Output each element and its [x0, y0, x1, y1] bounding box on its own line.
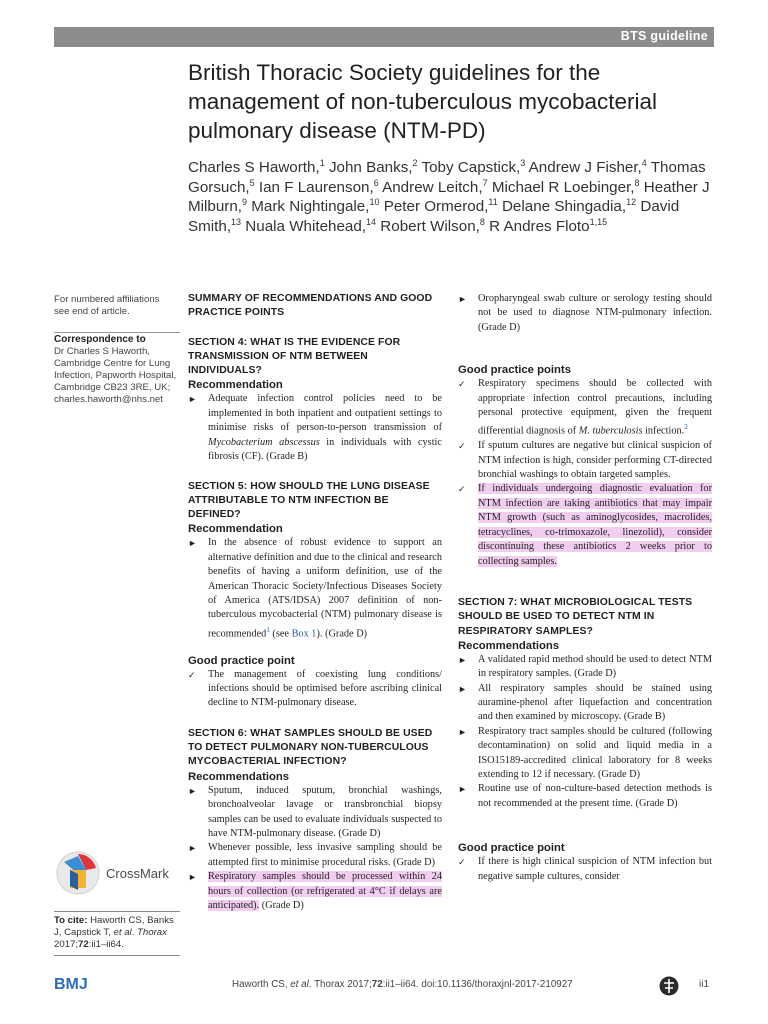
author-name: Robert Wilson, [380, 217, 480, 235]
arrow-bullet-icon: ► [458, 683, 467, 694]
author-name: Toby Capstick, [421, 159, 521, 176]
section-4-heading: SECTION 4: WHAT IS THE EVIDENCE FOR TRANSMISSION OF NTM BETWEEN INDIVIDUALS? [188, 336, 401, 377]
section-5-recommendation-label: Recommendation [188, 523, 283, 536]
page-number: ii1 [699, 979, 710, 990]
list-item: ✓ Respiratory specimens should be collected with appropriate infection control precautions, including personal protective equipment, given the frequent differential diagnosis of M. tuberculosis infection.$^2$ [458, 378, 712, 437]
crossmark-icon [56, 850, 100, 896]
author-name: Ian F Laurenson, [258, 178, 374, 196]
correspondence-block [54, 332, 180, 406]
correspondence-line: Cambridge Centre for Lung [54, 358, 171, 369]
section-4-recommendation-label: Recommendation [188, 379, 283, 392]
list-item: ► Adequate infection control policies need to be implemented in both inpatient and outpatient settings to minimise risks of person-to-person transmission of Mycobacterium abscessus in individuals with cystic fibrosis (CF). (Grade B) [188, 393, 442, 463]
affiliation-marker: 3 [520, 157, 526, 168]
section-5-heading: SECTION 5: HOW SHOULD THE LUNG DISEASE ATTRIBUTABLE TO NTM INFECTION BE DEFINED? [188, 480, 430, 521]
affiliation-marker: 8 [634, 177, 640, 188]
footer-citation: Haworth CS, et al. Thorax 2017;72:ii1–ii64. doi:10.1136/thoraxjnl-2017-210927 [232, 979, 573, 990]
column-left [188, 292, 442, 913]
box-1-link[interactable]: Box 1 [291, 628, 317, 640]
section-7-gpp-list [458, 855, 712, 884]
highlighted-text: If individuals undergoing diagnostic evaluation for NTM infection are taking antibiotics that may impair NTM growth (such as aminoglycosides, macrolides, tetracyclines, co-trimoxazole, linezolid), consider discontinuing these antibiotics 2 weeks prior to collecting samples. [478, 483, 712, 567]
affiliation-marker: 1,15 [589, 216, 608, 227]
list-item: ✓ The management of coexisting lung conditions/ infections should be optimised before ascribing clinical decline to NTM-pulmonary disease. [188, 668, 442, 709]
list-item: ✓ If there is high clinical suspicion of NTM infection but negative sample cultures, consider [458, 856, 712, 882]
section-6-recommendation-label: Recommendations [188, 770, 290, 783]
correspondence-line: Cambridge CB23 3RE, UK; [54, 382, 171, 393]
section-6-list [188, 784, 442, 914]
affiliation-marker: 7 [482, 177, 488, 188]
bts-emblem-icon [659, 976, 679, 996]
arrow-bullet-icon: ► [458, 654, 467, 665]
journal-section-bar [54, 27, 714, 47]
list-item: ► Respiratory tract samples should be cultured (following decontamination) on solid and liquid media in a ISO15189-accredited clinical laboratory for 8 weeks extending to 12 if necessary. (Grade D) [458, 725, 712, 781]
citation-box: To cite: Haworth CS, Banks J, Capstick T, et al. Thorax 2017;72:ii1–ii64. [54, 911, 180, 956]
list-item: ► Routine use of non-culture-based detection methods is not recommended at the present time. (Grade D) [458, 783, 712, 809]
list-item: ✓ If sputum cultures are negative but clinical suspicion of NTM infection is high, consider performing CT-directed bronchial washings to obtain targeted samples. [458, 440, 712, 481]
arrow-bullet-icon: ► [458, 784, 467, 795]
author-name: David Smith, [188, 198, 680, 235]
arrow-bullet-icon: ► [188, 394, 197, 405]
arrow-bullet-icon: ► [188, 538, 197, 549]
section-7-good-practice-label: Good practice point [458, 842, 565, 855]
author-name: Michael R Loebinger, [491, 178, 635, 196]
list-item: ► All respiratory samples should be stained using auramine-phenol after liquefaction and concentration and then examined by microscopy. (Grade B) [458, 682, 712, 723]
summary-heading: SUMMARY OF RECOMMENDATIONS AND GOOD PRACTICE POINTS [188, 293, 433, 319]
crossmark-label: CrossMark [106, 866, 169, 881]
author-name: Andrew Leitch, [382, 178, 483, 196]
correspondence-heading: Correspondence to [54, 334, 146, 345]
author-list [188, 158, 718, 236]
affiliation-marker: 2 [412, 157, 418, 168]
affiliation-marker: 8 [479, 216, 485, 227]
author-name: R Andres Floto [489, 217, 590, 235]
section-6-list-continued [458, 292, 712, 335]
column-right [458, 292, 712, 884]
list-item [458, 482, 712, 568]
affiliation-marker: 12 [626, 197, 637, 208]
reference-link[interactable]: 2 [684, 423, 688, 432]
affiliation-marker: 13 [231, 216, 242, 227]
author-name: John Banks, [328, 159, 413, 176]
arrow-bullet-icon: ► [458, 294, 467, 304]
list-item: ► Respiratory samples should be processed within 24 hours of collection (or refrigerated at 4°C if delays are anticipated). (Grade D) [188, 871, 442, 912]
list-item: ► Oropharyngeal swab culture or serology testing should not be used to diagnose NTM-pulmonary infection. (Grade D) [458, 293, 712, 333]
arrow-bullet-icon: ► [188, 872, 197, 883]
section-4-list [188, 392, 442, 464]
check-bullet-icon: ✓ [458, 857, 466, 868]
highlighted-text: Respiratory samples should be processed within 24 hours of collection (or refrigerated at 4°C if delays are anticipated). [208, 871, 442, 912]
correspondence-line: Infection, Papworth Hospital, [54, 370, 177, 381]
list-item: ► Whenever possible, less invasive sampling should be attempted first to minimise procedural risks. (Grade D) [188, 842, 442, 868]
article-title: British Thoracic Society guidelines for the management of non-tuberculous mycobacterial pulmonary disease (NTM-PD) [188, 60, 658, 143]
correspondence-line: Dr Charles S Haworth, [54, 346, 150, 357]
author-name: Andrew J Fisher, [528, 159, 642, 176]
list-item: ► In the absence of robust evidence to support an alternative definition and due to the clinical and research benefits of having a uniform definition, use of the American Thoracic Society/Infectious Diseases Society of America (ATS/IDSA) 2007 definition of non-tuberculous mycobacterial (NTM) pulmonary disease is recommended$^1$ (see Box 1). (Grade D) [188, 537, 442, 640]
section-7-heading: SECTION 7: WHAT MICROBIOLOGICAL TESTS SHOULD BE USED TO DETECT NTM IN RESPIRATORY SAMPLES? [458, 596, 693, 637]
check-bullet-icon: ✓ [458, 484, 466, 495]
section-6-heading: SECTION 6: WHAT SAMPLES SHOULD BE USED TO DETECT PULMONARY NON-TUBERCULOUS MYCOBACTERIAL INFECTION? [188, 727, 433, 768]
section-6-gpp-list [458, 377, 712, 569]
affiliation-marker: 11 [488, 197, 498, 208]
author-name: Peter Ormerod, [383, 198, 489, 216]
bmj-logo: BMJ [54, 976, 88, 993]
section-tag: BTS guideline [620, 29, 708, 43]
list-item: ► A validated rapid method should be used to detect NTM in respiratory samples. (Grade D) [458, 653, 712, 680]
affiliation-marker: 4 [641, 157, 647, 168]
section-7-list [458, 653, 712, 811]
affiliation-marker: 1 [319, 157, 325, 168]
crossmark-badge[interactable] [56, 850, 186, 902]
author-name: Delane Shingadia, [501, 198, 627, 216]
author-name: Mark Nightingale, [251, 198, 370, 216]
affiliation-marker: 5 [249, 177, 255, 188]
affiliation-marker: 14 [366, 216, 377, 227]
arrow-bullet-icon: ► [188, 785, 197, 796]
section-5-good-practice-label: Good practice point [188, 654, 295, 667]
affiliation-marker: 10 [369, 197, 380, 208]
section-7-recommendation-label: Recommendations [458, 639, 560, 652]
correspondence-email[interactable]: charles.haworth@nhs.net [54, 394, 163, 405]
author-name: Heather J Milburn, [188, 178, 710, 216]
check-bullet-icon: ✓ [458, 379, 466, 390]
author-name: Charles S Haworth, [188, 159, 320, 176]
section-5-list [188, 536, 442, 641]
section-6-good-practice-label: Good practice points [458, 364, 571, 377]
author-name: Nuala Whitehead, [245, 217, 367, 235]
author-name: Thomas Gorsuch, [188, 159, 706, 196]
section-5-gpp-list [188, 668, 442, 711]
reference-link[interactable]: 1 [266, 625, 270, 634]
affiliations-note: For numbered affiliations see end of article. [54, 294, 160, 317]
citation-label: To cite: [54, 915, 88, 926]
affiliation-marker: 6 [373, 177, 379, 188]
list-item: ► Sputum, induced sputum, bronchial washings, bronchoalveolar lavage or transbronchial biopsy samples can be used to evaluate individuals suspected to have NTM-pulmonary disease. (Grade D) [188, 784, 442, 839]
check-bullet-icon: ✓ [188, 669, 196, 680]
arrow-bullet-icon: ► [458, 726, 467, 737]
affiliation-marker: 9 [242, 197, 248, 208]
arrow-bullet-icon: ► [188, 843, 197, 854]
check-bullet-icon: ✓ [458, 441, 466, 452]
